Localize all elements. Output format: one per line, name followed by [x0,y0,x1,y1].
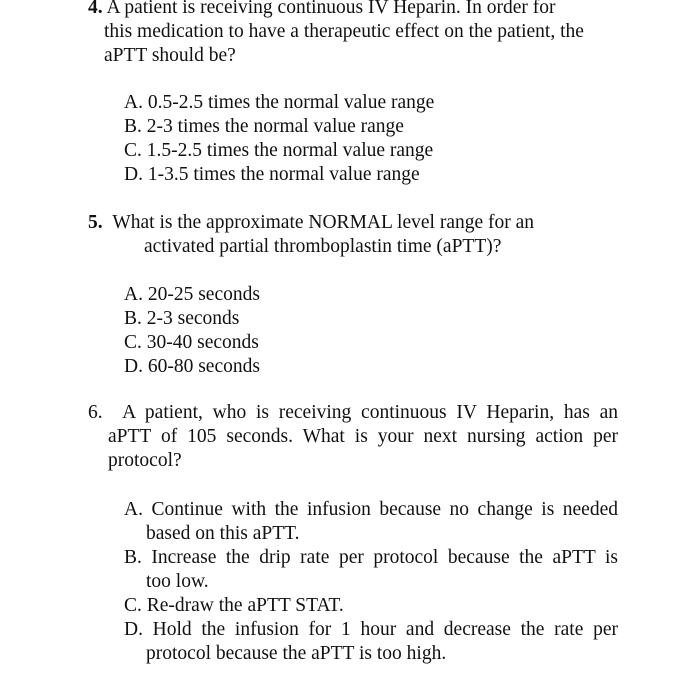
question-5-option-d[interactable]: D. 60-80 seconds [124,356,260,377]
question-6-number: 6. [88,402,103,423]
question-6-text-1: A patient, who is receiving continuous IV Heparin, has an [122,402,618,423]
question-6-option-a-line-1: A. Continue with the infusion because no change is needed [124,499,618,520]
question-5-number: 5. [88,212,103,233]
question-4-option-d[interactable]: D. 1-3.5 times the normal value range [124,164,420,185]
question-6-line-3: protocol? [108,450,182,471]
question-4-option-a[interactable]: A. 0.5-2.5 times the normal value range [124,92,435,113]
question-6-option-a-line-2: based on this aPTT. [146,523,300,544]
question-6-option-d-line-2: protocol because the aPTT is too high. [146,643,447,664]
question-6-option-b[interactable] [124,546,618,594]
question-6-option-a[interactable] [124,498,618,546]
question-6-option-d-line-1: D. Hold the infusion for 1 hour and decrease the rate per [124,619,618,640]
question-4-options [124,91,624,187]
question-5-option-a[interactable]: A. 20-25 seconds [124,284,260,305]
question-4-line-1 [88,0,648,20]
question-4-option-c[interactable]: C. 1.5-2.5 times the normal value range [124,140,434,161]
question-6-stem [88,401,618,473]
question-5-stem [88,211,648,259]
question-6-option-b-line-1: B. Increase the drip rate per protocol because the aPTT is [124,547,618,568]
question-6-option-b-line-2: too low. [146,571,209,592]
question-5-option-c[interactable]: C. 30-40 seconds [124,332,259,353]
question-5-options [124,283,624,379]
question-4-text-1: A patient is receiving continuous IV Heparin. In order for [106,0,556,18]
question-6-line-2: aPTT of 105 seconds. What is your next nursing action per [108,426,618,447]
question-5-text-1: What is the approximate NORMAL level range for an [112,212,535,233]
question-4-option-b[interactable]: B. 2-3 times the normal value range [124,116,404,137]
question-6-option-c-line-1: C. Re-draw the aPTT STAT. [124,595,344,616]
question-5-line-2: activated partial thromboplastin time (aPTT)? [144,236,502,257]
question-4-number: 4. [88,0,103,18]
question-5-option-b[interactable]: B. 2-3 seconds [124,308,240,329]
question-6-option-d[interactable] [124,618,618,666]
question-6-line-1 [88,401,618,425]
question-6-option-c[interactable] [124,594,618,618]
question-4-line-2: this medication to have a therapeutic effect on the patient, the [104,21,584,42]
question-6-options [124,498,618,666]
question-5-line-1 [88,211,648,235]
question-4-stem [88,0,648,68]
question-4-line-3: aPTT should be? [104,45,236,66]
